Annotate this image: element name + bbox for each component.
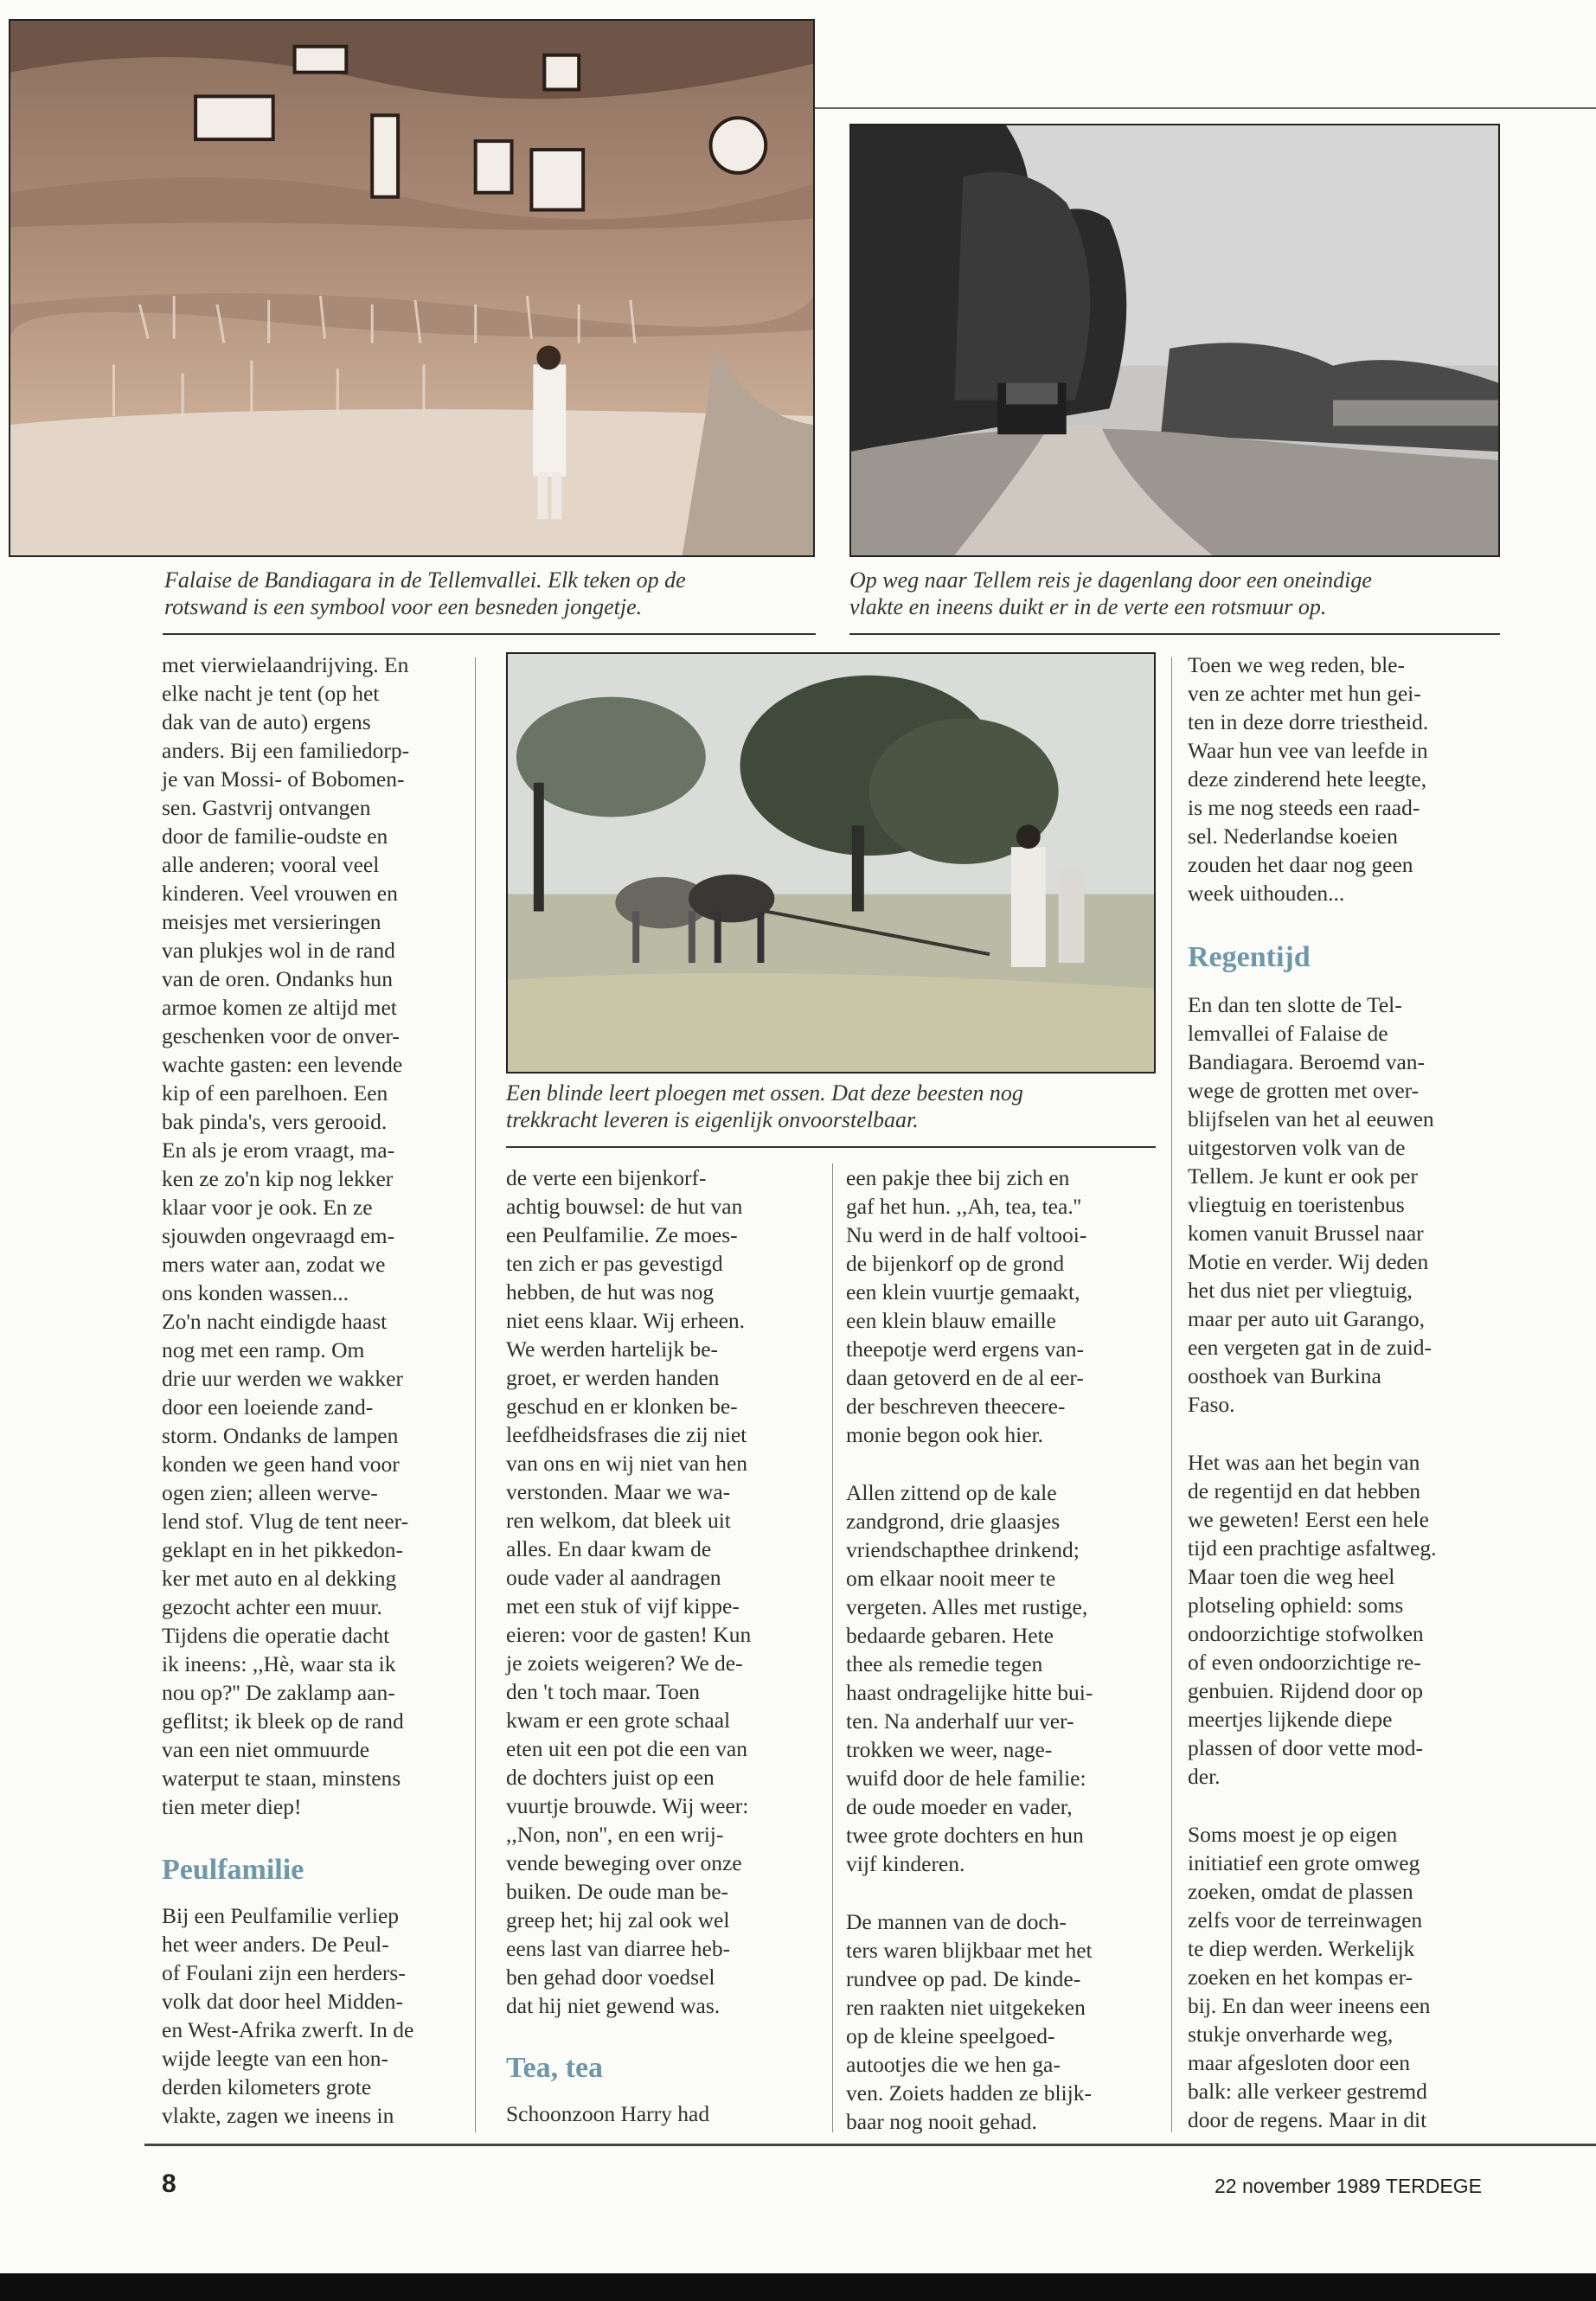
top-right-rule bbox=[815, 107, 1596, 109]
column-4 bbox=[1188, 651, 1499, 907]
cliff-caption-rule bbox=[163, 633, 816, 635]
cliff-caption: Falaise de Bandiagara in de Tellemvallei. Elk teken op de rotswand is een symbool voor een besneden jongetje. bbox=[164, 567, 686, 619]
plough-photo-drawing bbox=[508, 654, 1154, 1072]
column-3-paragraph-3: De mannen van de doch- ters waren blijkbaar met het rundvee op pad. De kinde- ren raakten niet uitgekeken op de kleine speelgoed- autootjes die we hen ga- ven. Zoiets hadden ze blijk- baar nog nooit gehad. bbox=[846, 1909, 1093, 2134]
scan-edge bbox=[0, 2273, 1596, 2301]
plough-caption: Een blinde leert ploegen met ossen. Dat deze beesten nog trekkracht leveren is eigenlijk onvoorstelbaar. bbox=[506, 1080, 1023, 1132]
footer-rule bbox=[144, 2144, 1596, 2146]
plough-photo bbox=[506, 652, 1156, 1074]
cliff-photo-drawing bbox=[10, 21, 813, 555]
column-4-paragraph-1: Toen we weg reden, ble- ven ze achter met hun gei- ten in deze dorre triestheid. Waar hun vee van leefde in deze zinderend hete leegte, is me nog steeds een raad- sel. Nederlandse koeien zouden het daar nog geen week uithouden... bbox=[1188, 652, 1429, 906]
column-divider-2 bbox=[832, 1163, 833, 2132]
column-4-paragraph-2: En dan ten slotte de Tel- lemvallei of Falaise de Bandiagara. Beroemd van- wege de grotten met over- blijfselen van het al eeuwen uitgestorven volk van de Tellem. Je kunt er ook per vliegtuig en toeristenbus komen vanuit Brussel naar Motie en verder. Wij deden het dus niet per vliegtuig, maar per auto uit Garango, een vergeten gat in de zuid- oosthoek van Burkina Faso. bbox=[1188, 992, 1434, 1417]
heading-tea-tea: Tea, tea bbox=[506, 2052, 604, 2084]
road-caption: Op weg naar Tellem reis je dagenlang door een oneindige vlakte en ineens duikt er in de verte een rotsmuur op. bbox=[849, 567, 1372, 619]
column-1-bottom bbox=[162, 1901, 469, 2130]
issue-label: 22 november 1989 TERDEGE bbox=[1215, 2175, 1482, 2197]
column-4-bottom bbox=[1188, 990, 1499, 2134]
column-4-paragraph-4: Soms moest je op eigen initiatief een grote omweg zoeken, omdat de plassen zelfs voor de terreinwagen te diep werden. Werkelijk zoeken en het kompas er- bij. En dan weer ineens een stukje onverharde weg, maar afgesloten door een balk: alle verkeer gestremd door de regens. Maar in dit bbox=[1188, 1822, 1431, 2132]
heading-peulfamilie: Peulfamilie bbox=[162, 1854, 304, 1886]
column-1-paragraph-1: met vierwielaandrijving. En elke nacht je tent (op het dak van de auto) ergens anders. Bij een familiedorp- je van Mossi- of Bobomen- sen. Gastvrij ontvangen door de familie-oudste en alle anderen; vooral veel kinderen. Veel vrouwen en meisjes met versieringen van plukjes wol in de rand van de oren. Ondanks hun armoe komen ze altijd met geschenken voor de onver- wachte gasten: een levende kip of een parelhoen. Een bak pinda's, vers gerooid. En als je erom vraagt, ma- ken ze zo'n kip nog lekker klaar voor je ook. En ze sjouwden ongevraagd em- mers water aan, zodat we ons konden wassen... Zo'n nacht eindigde haast nog met een ramp. Om drie uur werden we wakker door een loeiende zand- storm. Ondanks de lampen konden we geen hand voor ogen zien; alleen werve- lend stof. Vlug de tent neer- geklapt en in het pikkedon- ker met auto en al dekking gezocht achter een muur. Tijdens die operatie dacht ik ineens: ,,Hè, waar sta ik nou op?'' De zaklamp aan- geflitst; ik bleek op de rand van een niet ommuurde waterput te staan, minstens tien meter diep! bbox=[162, 652, 410, 1819]
column-3-paragraph-2: Allen zittend op de kale zandgrond, drie glaasjes vriendschapthee drinkend; om elkaar nooit meer te vergeten. Alles met rustige, bedaarde gebaren. Hete thee als remedie tegen haast ondragelijke hitte bui- ten. Na anderhalf uur ver- trokken we weer, nage- wuifd door de hele familie: de oude moeder en vader, twee grote dochters en hun vijf kinderen. bbox=[846, 1480, 1093, 1876]
column-1-paragraph-2: Bij een Peulfamilie verliep het weer anders. De Peul- of Foulani zijn een herders- volk dat door heel Midden- en West-Afrika zwerft. In de wijde leegte van een hon- derden kilometers grote vlakte, zagen we ineens in bbox=[162, 1903, 414, 2128]
road-photo-drawing bbox=[851, 125, 1498, 555]
column-3 bbox=[846, 1163, 1166, 2136]
cliff-photo bbox=[9, 19, 815, 557]
column-divider-1 bbox=[475, 657, 476, 2132]
column-2-bottom bbox=[506, 2099, 826, 2128]
column-1 bbox=[162, 651, 469, 1821]
heading-regentijd: Regentijd bbox=[1188, 941, 1311, 973]
column-2-paragraph-2: Schoonzoon Harry had bbox=[506, 2101, 710, 2126]
column-2-paragraph-1: de verte een bijenkorf- achtig bouwsel: de hut van een Peulfamilie. Ze moes- ten zich er pas gevestigd hebben, de hut was nog niet eens klaar. Wij erheen. We werden hartelijk be- groet, er werden handen geschud en er klonken be- leefdheidsfrases die zij niet van ons en wij niet van hen verstonden. Maar we wa- ren welkom, dat bleek uit alles. En daar kwam de oude vader al aandragen met een stuk of vijf kippe- eieren: voor de gasten! Kun je zoiets weigeren? We de- den 't toch maar. Toen kwam er een grote schaal eten uit een pot die een van de dochters juist op een vuurtje brouwde. Wij weer: ,,Non, non'', en een wrij- vende beweging over onze buiken. De oude man be- greep het; hij zal ook wel eens last van diarree heb- ben gehad door voedsel dat hij niet gewend was. bbox=[506, 1165, 752, 2018]
column-4-paragraph-3: Het was aan het begin van de regentijd en dat hebben we geweten! Eerst een hele tijd een prachtige asfaltweg. Maar toen die weg heel plotseling ophield: soms ondoorzichtige stofwolken of even ondoorzichtige re- genbuien. Rijdend door op meertjes lijkende diepe plassen of door vette mod- der. bbox=[1188, 1450, 1437, 1789]
column-2 bbox=[506, 1163, 826, 2020]
column-3-paragraph-1: een pakje thee bij zich en gaf het hun. ,,Ah, tea, tea.'' Nu werd in de half voltooi- de bijenkorf op de grond een klein vuurtje gemaakt, een klein blauw emaille theepotje werd ergens van- daan getoverd en de al eer- der beschreven theecere- monie begon ook hier. bbox=[846, 1165, 1087, 1447]
road-photo bbox=[849, 124, 1500, 557]
page-number: 8 bbox=[162, 2170, 176, 2198]
plough-caption-rule bbox=[506, 1146, 1156, 1148]
road-caption-rule bbox=[849, 633, 1500, 635]
column-divider-3 bbox=[1171, 657, 1172, 2132]
